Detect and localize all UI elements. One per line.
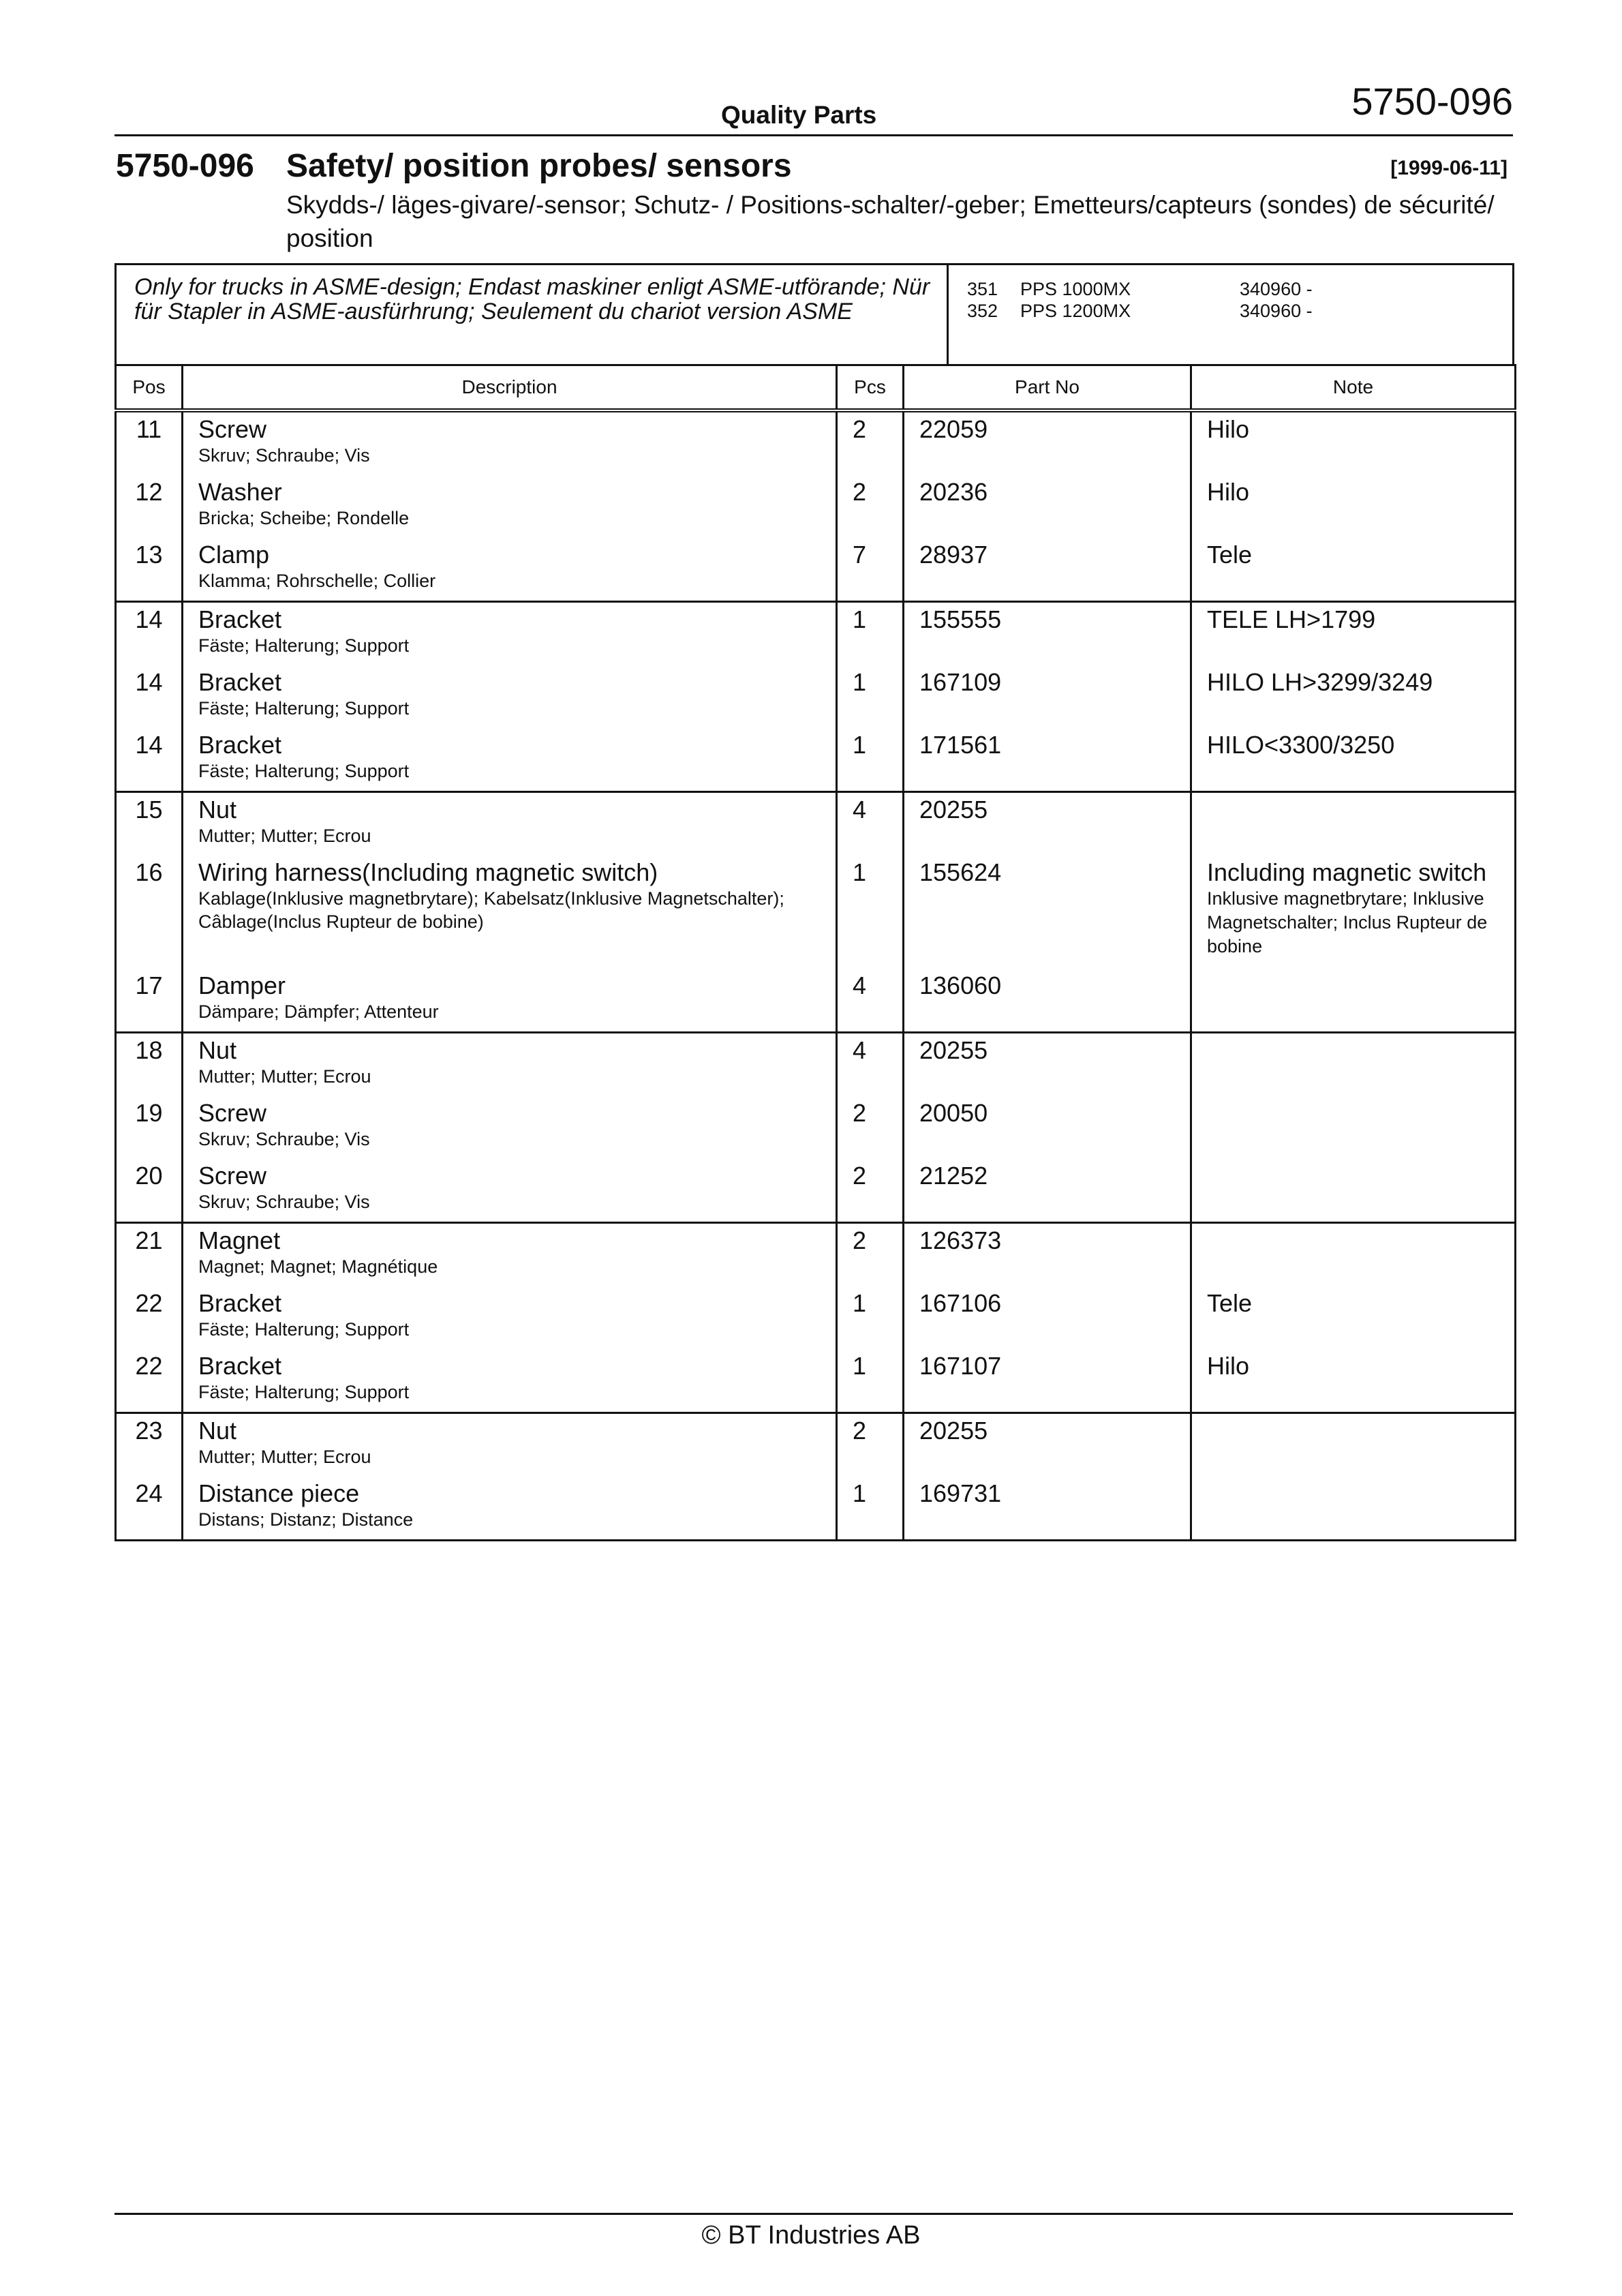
cell-pos: 22 bbox=[116, 1349, 183, 1413]
header-part-no: Part No bbox=[904, 365, 1191, 411]
part-name: Bracket bbox=[198, 1289, 282, 1317]
cell-note bbox=[1191, 1096, 1516, 1159]
table-row bbox=[116, 1413, 1516, 1477]
cell-note bbox=[1191, 969, 1516, 1033]
table-row bbox=[116, 856, 1516, 969]
note-text: TELE LH>1799 bbox=[1207, 605, 1376, 633]
note-text: Tele bbox=[1207, 541, 1253, 569]
cell-description bbox=[183, 1286, 837, 1349]
cell-pos: 23 bbox=[116, 1413, 183, 1477]
table-row bbox=[116, 969, 1516, 1033]
cell-description bbox=[183, 410, 837, 475]
table-row bbox=[116, 602, 1516, 666]
note-text: HILO LH>3299/3249 bbox=[1207, 668, 1433, 696]
footer-rule bbox=[114, 2213, 1513, 2215]
part-translation: Fäste; Halterung; Support bbox=[198, 1382, 410, 1402]
note-text: Including magnetic switch bbox=[1207, 858, 1487, 886]
table-row bbox=[116, 728, 1516, 792]
cell-pos: 11 bbox=[116, 410, 183, 475]
cell-pcs: 7 bbox=[837, 538, 904, 602]
cell-pos: 20 bbox=[116, 1159, 183, 1223]
table-row bbox=[116, 1477, 1516, 1541]
cell-note bbox=[1191, 792, 1516, 856]
part-name: Washer bbox=[198, 478, 282, 506]
cell-part-no: 20255 bbox=[904, 1033, 1191, 1097]
cell-description bbox=[183, 1159, 837, 1223]
cell-note bbox=[1191, 856, 1516, 969]
model-serial: 340960 - bbox=[1240, 301, 1313, 321]
cell-pcs: 2 bbox=[837, 1159, 904, 1223]
table-row bbox=[116, 1033, 1516, 1097]
cell-note bbox=[1191, 1349, 1516, 1413]
parts-table bbox=[114, 364, 1516, 1541]
section-code: 5750-096 bbox=[116, 148, 254, 184]
note-text: Hilo bbox=[1207, 478, 1250, 506]
cell-note bbox=[1191, 410, 1516, 475]
header-description: Description bbox=[183, 365, 837, 411]
cell-description bbox=[183, 1477, 837, 1541]
part-name: Nut bbox=[198, 1417, 237, 1445]
part-name: Screw bbox=[198, 1162, 267, 1190]
cell-pcs: 1 bbox=[837, 856, 904, 969]
part-translation: Fäste; Halterung; Support bbox=[198, 635, 410, 656]
cell-description bbox=[183, 969, 837, 1033]
note-text: HILO<3300/3250 bbox=[1207, 731, 1395, 759]
cell-pcs: 2 bbox=[837, 410, 904, 475]
cell-pos: 24 bbox=[116, 1477, 183, 1541]
model-name: PPS 1000MX bbox=[1020, 279, 1131, 299]
part-translation: Bricka; Scheibe; Rondelle bbox=[198, 508, 410, 528]
part-name: Bracket bbox=[198, 668, 282, 696]
cell-part-no: 155555 bbox=[904, 602, 1191, 666]
part-translation: Dämpare; Dämpfer; Attenteur bbox=[198, 1001, 439, 1022]
cell-pos: 15 bbox=[116, 792, 183, 856]
cell-pcs: 1 bbox=[837, 602, 904, 666]
note-translation: Inklusive magnetbrytare; Inklusive Magnetschalter; Inclus Rupteur de bobine bbox=[1207, 888, 1488, 956]
cell-pcs: 2 bbox=[837, 1223, 904, 1287]
cell-note bbox=[1191, 665, 1516, 728]
cell-pcs: 4 bbox=[837, 792, 904, 856]
cell-description bbox=[183, 538, 837, 602]
cell-pos: 16 bbox=[116, 856, 183, 969]
model-number: 352 bbox=[967, 301, 998, 321]
cell-description bbox=[183, 602, 837, 666]
table-row bbox=[116, 1096, 1516, 1159]
cell-note bbox=[1191, 1286, 1516, 1349]
part-name: Wiring harness(Including magnetic switch) bbox=[198, 858, 658, 886]
section-date: [1999-06-11] bbox=[1390, 157, 1508, 179]
cell-note bbox=[1191, 1413, 1516, 1477]
cell-pos: 14 bbox=[116, 728, 183, 792]
cell-pcs: 4 bbox=[837, 969, 904, 1033]
cell-pos: 21 bbox=[116, 1223, 183, 1287]
section-subtitle: Skydds-/ läges-givare/-sensor; Schutz- / Positions-schalter/-geber; Emetteurs/capteurs (sondes) de sécurité/ position bbox=[286, 191, 1495, 252]
part-translation: Distans; Distanz; Distance bbox=[198, 1509, 414, 1530]
cell-part-no: 169731 bbox=[904, 1477, 1191, 1541]
cell-pos: 14 bbox=[116, 602, 183, 666]
part-translation: Kablage(Inklusive magnetbrytare); Kabelsatz(Inklusive Magnetschalter); Câblage(Inclus Rupteur de bobine) bbox=[198, 888, 784, 932]
cell-note bbox=[1191, 475, 1516, 538]
cell-part-no: 126373 bbox=[904, 1223, 1191, 1287]
model-name: PPS 1200MX bbox=[1020, 301, 1131, 321]
cell-pos: 17 bbox=[116, 969, 183, 1033]
cell-note bbox=[1191, 1159, 1516, 1223]
cell-description bbox=[183, 856, 837, 969]
cell-pcs: 2 bbox=[837, 1413, 904, 1477]
note-text: Hilo bbox=[1207, 415, 1250, 443]
part-translation: Skruv; Schraube; Vis bbox=[198, 445, 370, 466]
cell-pcs: 4 bbox=[837, 1033, 904, 1097]
cell-description bbox=[183, 665, 837, 728]
cell-note bbox=[1191, 1223, 1516, 1287]
cell-part-no: 22059 bbox=[904, 410, 1191, 475]
part-translation: Fäste; Halterung; Support bbox=[198, 1319, 410, 1340]
part-name: Nut bbox=[198, 796, 237, 824]
part-translation: Mutter; Mutter; Ecrou bbox=[198, 1066, 371, 1087]
footer-copyright: © BT Industries AB bbox=[701, 2221, 921, 2250]
table-row bbox=[116, 1349, 1516, 1413]
header-pcs: Pcs bbox=[837, 365, 904, 411]
applicability-note: Only for trucks in ASME-design; Endast maskiner enligt ASME-utförande; Nür für Stapler in ASME-ausfürhrung; Seulement du chariot version ASME bbox=[134, 274, 930, 324]
table-row bbox=[116, 1286, 1516, 1349]
part-translation: Fäste; Halterung; Support bbox=[198, 698, 410, 719]
cell-note bbox=[1191, 1033, 1516, 1097]
part-translation: Magnet; Magnet; Magnétique bbox=[198, 1256, 438, 1277]
cell-pos: 22 bbox=[116, 1286, 183, 1349]
part-name: Damper bbox=[198, 971, 286, 999]
cell-part-no: 20236 bbox=[904, 475, 1191, 538]
part-name: Distance piece bbox=[198, 1479, 360, 1507]
part-translation: Mutter; Mutter; Ecrou bbox=[198, 826, 371, 846]
cell-pos: 18 bbox=[116, 1033, 183, 1097]
cell-part-no: 171561 bbox=[904, 728, 1191, 792]
header-pos: Pos bbox=[116, 365, 183, 411]
cell-pos: 19 bbox=[116, 1096, 183, 1159]
header-code: 5750-096 bbox=[1351, 80, 1513, 123]
cell-pcs: 2 bbox=[837, 475, 904, 538]
part-name: Clamp bbox=[198, 541, 270, 569]
part-translation: Skruv; Schraube; Vis bbox=[198, 1129, 370, 1149]
cell-note bbox=[1191, 728, 1516, 792]
section-title: Safety/ position probes/ sensors bbox=[286, 148, 792, 184]
cell-part-no: 28937 bbox=[904, 538, 1191, 602]
cell-note bbox=[1191, 538, 1516, 602]
part-translation: Klamma; Rohrschelle; Collier bbox=[198, 571, 436, 591]
applicability-divider bbox=[947, 265, 949, 366]
cell-description bbox=[183, 1033, 837, 1097]
cell-pos: 13 bbox=[116, 538, 183, 602]
table-row bbox=[116, 410, 1516, 475]
part-name: Bracket bbox=[198, 605, 282, 633]
cell-part-no: 155624 bbox=[904, 856, 1191, 969]
note-text: Tele bbox=[1207, 1289, 1253, 1317]
table-header-row bbox=[116, 365, 1516, 411]
cell-note bbox=[1191, 602, 1516, 666]
part-name: Bracket bbox=[198, 1352, 282, 1380]
cell-description bbox=[183, 1349, 837, 1413]
cell-pcs: 1 bbox=[837, 728, 904, 792]
cell-pcs: 1 bbox=[837, 1286, 904, 1349]
table-row bbox=[116, 665, 1516, 728]
model-number: 351 bbox=[967, 279, 998, 299]
cell-description bbox=[183, 792, 837, 856]
cell-part-no: 20050 bbox=[904, 1096, 1191, 1159]
model-serial: 340960 - bbox=[1240, 279, 1313, 299]
header-title: Quality Parts bbox=[721, 101, 877, 129]
table-row bbox=[116, 792, 1516, 856]
cell-pcs: 1 bbox=[837, 1477, 904, 1541]
part-translation: Fäste; Halterung; Support bbox=[198, 761, 410, 781]
cell-description bbox=[183, 475, 837, 538]
part-name: Screw bbox=[198, 415, 267, 443]
header-note: Note bbox=[1191, 365, 1516, 411]
cell-pos: 14 bbox=[116, 665, 183, 728]
cell-part-no: 20255 bbox=[904, 1413, 1191, 1477]
part-translation: Skruv; Schraube; Vis bbox=[198, 1192, 370, 1212]
cell-description bbox=[183, 1223, 837, 1287]
table-row bbox=[116, 475, 1516, 538]
cell-pcs: 1 bbox=[837, 1349, 904, 1413]
cell-pcs: 2 bbox=[837, 1096, 904, 1159]
part-name: Nut bbox=[198, 1036, 237, 1064]
cell-part-no: 167106 bbox=[904, 1286, 1191, 1349]
cell-part-no: 21252 bbox=[904, 1159, 1191, 1223]
cell-description bbox=[183, 728, 837, 792]
part-translation: Mutter; Mutter; Ecrou bbox=[198, 1447, 371, 1467]
cell-note bbox=[1191, 1477, 1516, 1541]
cell-description bbox=[183, 1096, 837, 1159]
note-text: Hilo bbox=[1207, 1352, 1250, 1380]
cell-pos: 12 bbox=[116, 475, 183, 538]
table-row bbox=[116, 1223, 1516, 1287]
part-name: Magnet bbox=[198, 1226, 281, 1254]
cell-part-no: 20255 bbox=[904, 792, 1191, 856]
table-row bbox=[116, 1159, 1516, 1223]
applicability-box bbox=[114, 263, 1514, 366]
cell-part-no: 167107 bbox=[904, 1349, 1191, 1413]
cell-pcs: 1 bbox=[837, 665, 904, 728]
cell-part-no: 167109 bbox=[904, 665, 1191, 728]
cell-description bbox=[183, 1413, 837, 1477]
cell-part-no: 136060 bbox=[904, 969, 1191, 1033]
table-row bbox=[116, 538, 1516, 602]
part-name: Bracket bbox=[198, 731, 282, 759]
part-name: Screw bbox=[198, 1099, 267, 1127]
header-rule bbox=[114, 134, 1513, 136]
